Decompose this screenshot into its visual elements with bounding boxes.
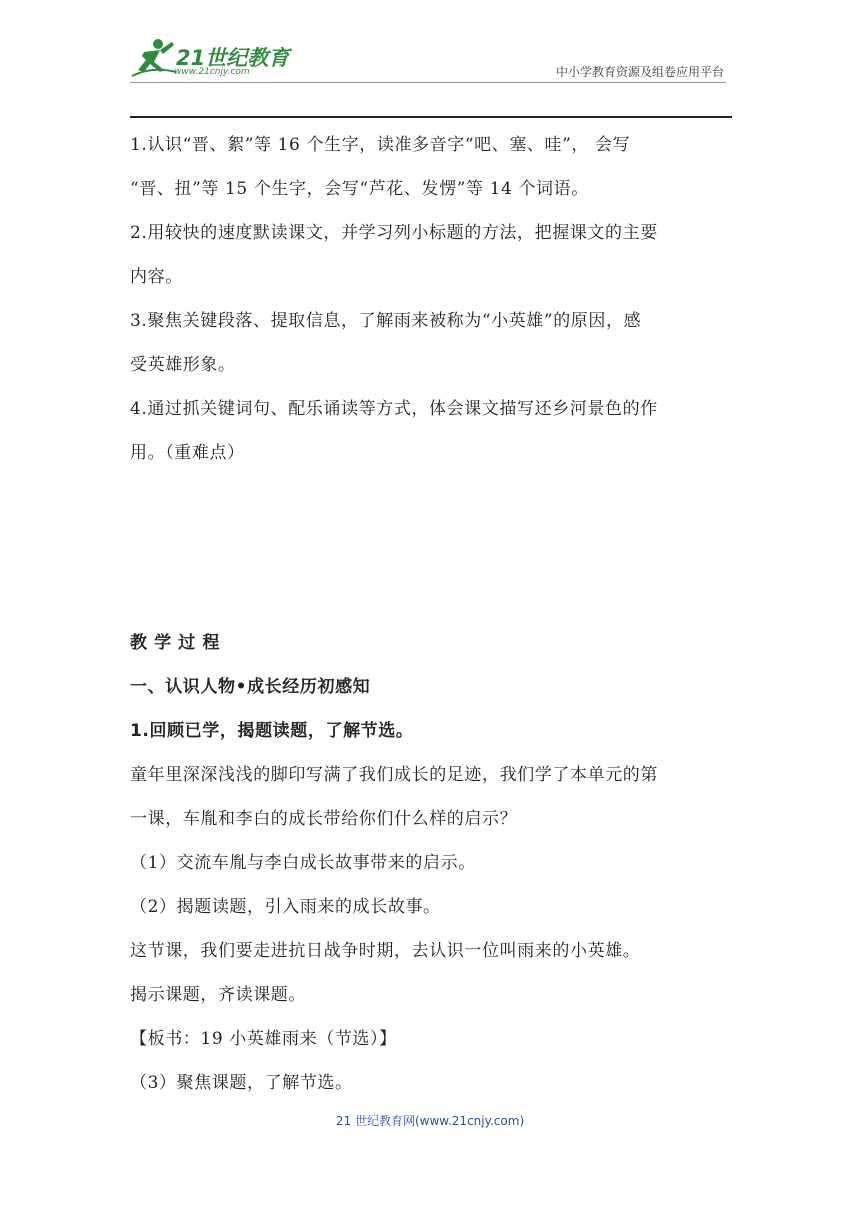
body-line: （1）交流车胤与李白成长故事带来的启示。 <box>130 853 476 873</box>
logo-url: www.21cnjy.com <box>174 67 250 77</box>
objective-line: 1.认识“晋、絮”等 16 个生字，读准多音字“吧、塞、哇”， 会写 <box>130 135 631 155</box>
body-line: （2）揭题读题，引入雨来的成长故事。 <box>130 897 441 917</box>
objective-line: 2.用较快的速度默读课文，并学习列小标题的方法，把握课文的主要 <box>130 223 658 243</box>
page-footer[interactable]: 21 世纪教育网(www.21cnjy.com) <box>335 1114 525 1128</box>
page-header <box>130 36 732 118</box>
objective-line: 4.通过抓关键词句、配乐诵读等方式，体会课文描写还乡河景色的作 <box>130 399 658 419</box>
runner-logo-icon <box>130 36 178 80</box>
logo-text: 21世纪教育 <box>176 46 290 70</box>
objective-line: 内容。 <box>130 267 183 287</box>
objective-line: 3.聚焦关键段落、提取信息，了解雨来被称为“小英雄”的原因，感 <box>130 311 642 331</box>
section-gap <box>130 475 732 621</box>
header-rule <box>130 116 732 118</box>
process-title: 教 学 过 程 <box>130 633 220 653</box>
objective-line: “晋、扭”等 15 个生字，会写“芦花、发愣”等 14 个词语。 <box>130 179 589 199</box>
objective-line: 用。（重难点） <box>130 443 245 463</box>
body-line: 童年里深深浅浅的脚印写满了我们成长的足迹，我们学了本单元的第 <box>130 765 658 785</box>
document-body <box>130 123 732 1105</box>
body-line: 这节课，我们要走进抗日战争时期，去认识一位叫雨来的小英雄。 <box>130 941 641 961</box>
header-tagline: 中小学教育资源及组卷应用平台 <box>555 65 724 79</box>
body-line: 一课，车胤和李白的成长带给你们什么样的启示？ <box>130 809 518 829</box>
body-line: 【板书：19 小英雄雨来（节选）】 <box>130 1029 397 1049</box>
step-heading: 1.回顾已学，揭题读题，了解节选。 <box>130 721 414 741</box>
body-line: 揭示课题，齐读课题。 <box>130 985 306 1005</box>
header-divider <box>130 82 726 83</box>
site-logo[interactable] <box>130 36 290 84</box>
body-line: （3）聚焦课题，了解节选。 <box>130 1073 353 1093</box>
section-heading: 一、认识人物•成长经历初感知 <box>130 677 371 697</box>
objective-line: 受英雄形象。 <box>130 355 236 375</box>
